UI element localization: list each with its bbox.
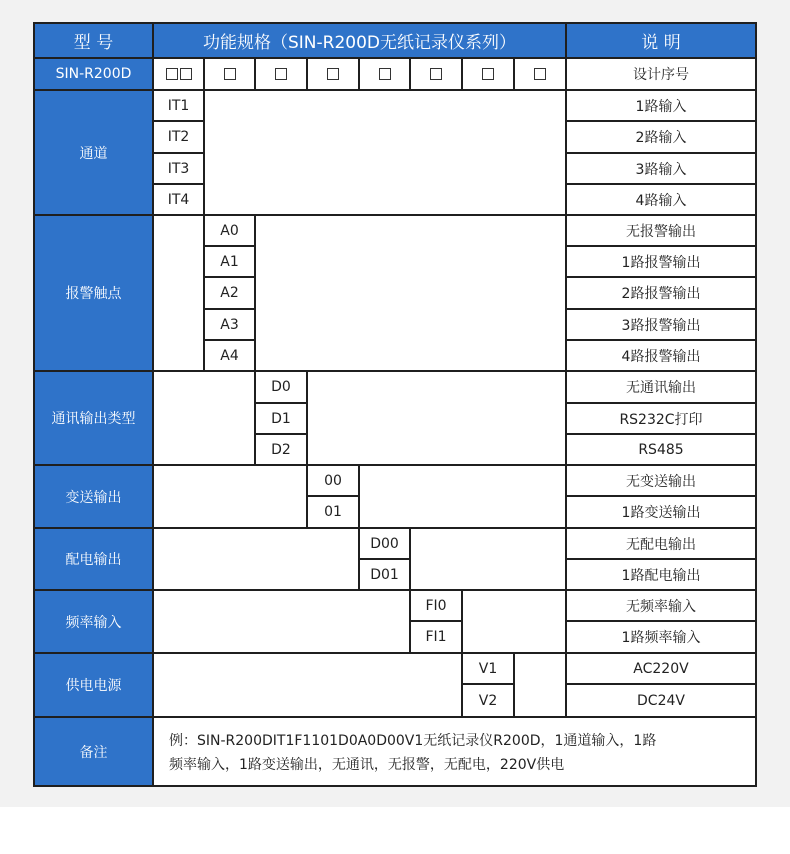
option-description-cell: 2路输入: [635, 130, 687, 146]
table-gridline: [33, 589, 757, 591]
option-code-cell: D0: [271, 379, 291, 395]
option-description-cell: 无频率输入: [626, 598, 696, 615]
checkbox-square-icon: [482, 68, 494, 80]
table-gridline: [565, 620, 757, 622]
table-gridline: [358, 464, 360, 529]
option-code-cell: IT2: [167, 129, 190, 145]
model-name-cell: SIN-R200D: [34, 58, 153, 90]
table-gridline: [203, 276, 256, 278]
table-gridline: [306, 464, 308, 529]
table-gridline: [565, 495, 757, 497]
table-gridline: [565, 152, 757, 154]
option-code-cell: IT1: [167, 97, 190, 114]
table-gridline: [203, 245, 256, 247]
code-slot-cell: [462, 58, 514, 90]
table-gridline: [565, 183, 757, 185]
checkbox-square-icon: [534, 68, 546, 80]
table-gridline: [461, 57, 463, 91]
table-gridline: [254, 57, 256, 91]
option-code-cell: V1: [478, 660, 498, 677]
table-gridline: [409, 589, 411, 654]
section-label-transmit: 变送输出: [34, 465, 153, 528]
table-gridline: [254, 370, 256, 466]
table-gridline: [152, 152, 205, 154]
section-label-freq: 频率输入: [34, 590, 153, 653]
table-gridline: [203, 89, 205, 216]
table-gridline: [565, 308, 757, 310]
table-gridline: [565, 120, 757, 122]
option-description-cell: 4路报警输出: [621, 348, 701, 365]
model-row-description: 设计序号: [633, 67, 689, 83]
model-selection-table: [34, 23, 756, 786]
table-gridline: [152, 22, 154, 787]
option-description-cell: 无配电输出: [626, 536, 696, 553]
option-code-cell: D00: [370, 535, 399, 552]
table-gridline: [409, 57, 411, 91]
option-description-cell: DC24V: [637, 692, 685, 709]
table-gridline: [33, 785, 757, 787]
model-header: 型 号: [34, 23, 153, 58]
table-gridline: [33, 22, 757, 24]
option-description-cell: 3路报警输出: [621, 317, 701, 334]
option-code-cell: A3: [220, 316, 239, 333]
table-gridline: [461, 589, 463, 654]
table-gridline: [409, 620, 463, 622]
remark-line: 例：SIN-R200DIT1F1101D0A0D00V1无纸记录仪R200D，1通道输入，1路: [169, 733, 657, 749]
table-gridline: [306, 57, 308, 91]
code-slot-cell: [410, 58, 462, 90]
checkbox-square-icon: [327, 68, 339, 80]
table-gridline: [203, 308, 256, 310]
option-code-cell: IT4: [167, 191, 190, 208]
option-code-cell: D2: [271, 441, 291, 458]
table-gridline: [565, 402, 757, 404]
option-code-cell: A1: [220, 253, 239, 270]
table-gridline: [254, 402, 308, 404]
remark-line: 频率输入，1路变送输出，无通讯，无报警，无配电，220V供电: [169, 757, 565, 773]
table-gridline: [33, 57, 757, 59]
option-code-cell: A2: [220, 285, 239, 301]
option-code-cell: FI0: [425, 597, 447, 614]
option-description-cell: RS485: [638, 441, 684, 458]
spec-header: 功能规格（SIN-R200D无纸记录仪系列）: [153, 23, 566, 58]
table-gridline: [513, 652, 515, 718]
option-description-cell: 1路输入: [635, 98, 687, 115]
code-slot-cell: [153, 58, 204, 90]
checkbox-square-icon: [180, 68, 192, 80]
code-slot-cell: [514, 58, 566, 90]
option-code-cell: FI1: [425, 629, 447, 645]
option-description-cell: 1路变送输出: [621, 505, 701, 521]
table-gridline: [565, 683, 757, 685]
table-gridline: [409, 527, 411, 591]
description-header: 说 明: [566, 23, 756, 58]
code-slot-cell: [307, 58, 359, 90]
table-gridline: [306, 370, 308, 466]
table-gridline: [565, 276, 757, 278]
checkbox-square-icon: [275, 68, 287, 80]
option-description-cell: 4路输入: [635, 192, 687, 209]
option-description-cell: 2路报警输出: [621, 286, 701, 302]
checkbox-square-icon: [166, 68, 178, 80]
table-gridline: [33, 22, 35, 787]
table-gridline: [755, 22, 757, 787]
table-gridline: [306, 495, 360, 497]
table-gridline: [203, 214, 205, 372]
table-gridline: [358, 527, 360, 591]
table-gridline: [152, 183, 205, 185]
table-gridline: [358, 57, 360, 91]
checkbox-square-icon: [379, 68, 391, 80]
table-gridline: [565, 433, 757, 435]
option-description-cell: AC220V: [633, 660, 689, 677]
option-description-cell: 1路配电输出: [621, 567, 701, 584]
table-gridline: [254, 433, 308, 435]
remark-text: [153, 717, 756, 786]
option-code-cell: V2: [478, 692, 498, 709]
option-code-cell: A0: [220, 222, 239, 239]
option-description-cell: RS232C打印: [619, 411, 703, 428]
table-gridline: [565, 558, 757, 560]
option-description-cell: 无报警输出: [626, 223, 696, 240]
table-gridline: [513, 57, 515, 91]
table-gridline: [565, 245, 757, 247]
option-code-cell: D01: [370, 566, 399, 583]
table-gridline: [461, 683, 515, 685]
code-slot-cell: [359, 58, 410, 90]
option-code-cell: IT3: [167, 160, 190, 177]
code-slot-cell: [255, 58, 307, 90]
section-label-alarm: 报警触点: [34, 215, 153, 371]
table-gridline: [33, 716, 757, 718]
option-code-cell: 00: [324, 472, 342, 489]
option-description-cell: 1路报警输出: [621, 254, 701, 271]
table-gridline: [461, 652, 463, 718]
option-code-cell: D1: [271, 410, 291, 427]
table-gridline: [152, 120, 205, 122]
table-gridline: [203, 339, 256, 341]
code-slot-cell: [204, 58, 255, 90]
option-description-cell: 无变送输出: [626, 473, 696, 490]
option-description-cell: 1路频率输入: [621, 630, 701, 646]
option-code-cell: 01: [324, 504, 342, 520]
option-description-cell: 3路输入: [635, 161, 687, 178]
table-gridline: [33, 89, 757, 91]
table-gridline: [33, 370, 757, 372]
section-label-power_dist: 配电输出: [34, 528, 153, 590]
remark-label: 备注: [34, 717, 153, 786]
table-gridline: [33, 214, 757, 216]
table-gridline: [358, 558, 411, 560]
table-gridline: [565, 339, 757, 341]
table-gridline: [254, 214, 256, 372]
table-gridline: [33, 464, 757, 466]
checkbox-square-icon: [430, 68, 442, 80]
section-label-comm: 通讯输出类型: [34, 371, 153, 465]
option-code-cell: A4: [220, 347, 239, 364]
table-gridline: [33, 652, 757, 654]
option-description-cell: 无通讯输出: [626, 380, 696, 396]
section-label-channel: 通道: [34, 90, 153, 215]
table-gridline: [565, 22, 567, 718]
table-gridline: [203, 57, 205, 91]
checkbox-square-icon: [224, 68, 236, 80]
section-label-supply: 供电电源: [34, 653, 153, 717]
table-gridline: [33, 527, 757, 529]
